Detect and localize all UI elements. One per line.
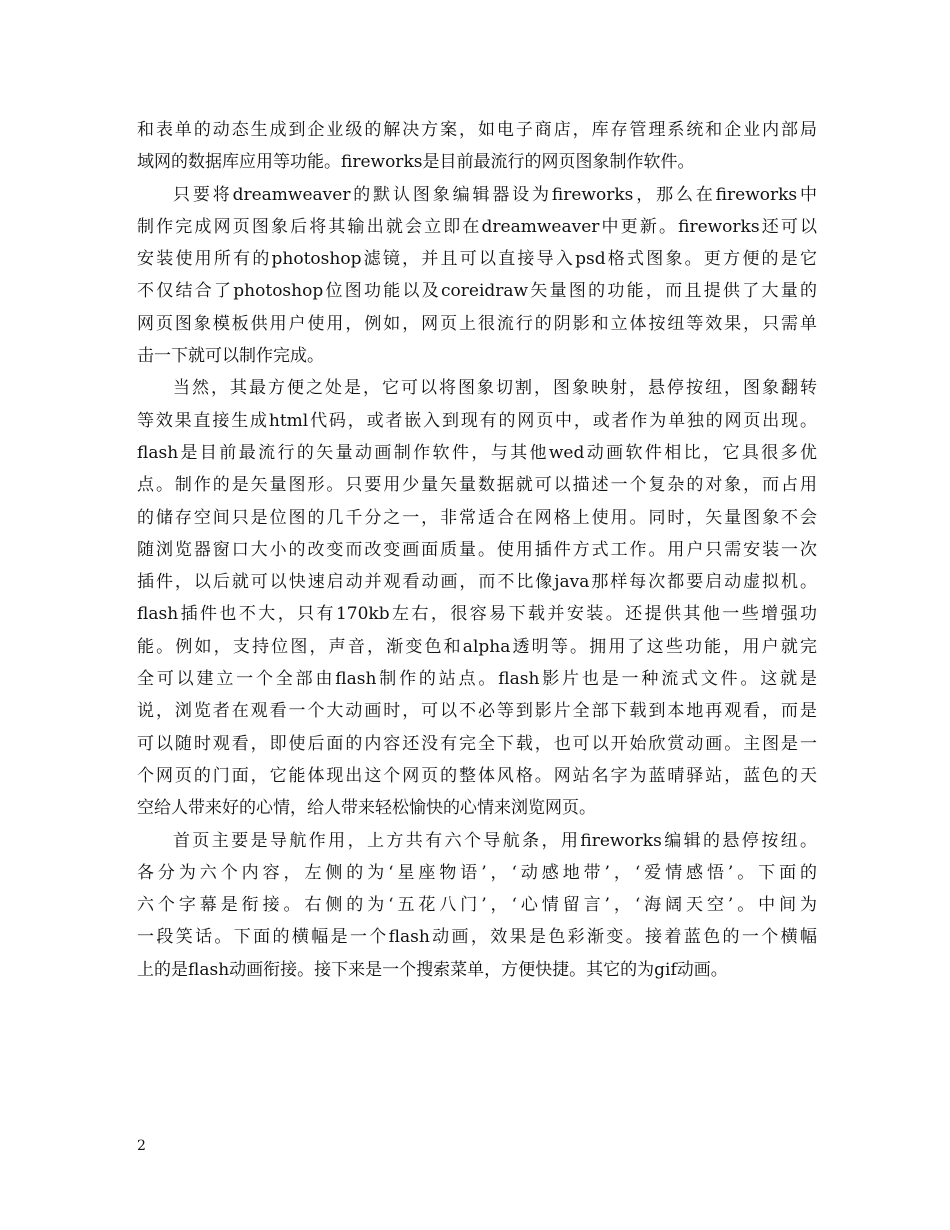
text-line: 点。制作的是矢量图形。只要用少量矢量数据就可以描述一个复杂的对象，而占用 (137, 475, 817, 496)
text-line: 上的是flash动画衔接。接下来是一个搜索菜单，方便快捷。其它的为gif动画。 (137, 959, 728, 980)
text-line: 和表单的动态生成到企业级的解决方案，如电子商店，库存管理系统和企业内部局 (137, 120, 817, 140)
text-line: 个网页的门面，它能体现出这个网页的整体风格。网站名字为蓝晴驿站，蓝色的天 (137, 765, 817, 786)
paragraph-start-line: 只要将dreamweaver的默认图象编辑器设为fireworks，那么在fireworks中 (173, 184, 817, 205)
text-line: 网页图象模板供用户使用，例如，网页上很流行的阴影和立体按纽等效果，只需单 (137, 313, 817, 334)
text-line: 域网的数据库应用等功能。fireworks是目前最流行的网页图象制作软件。 (137, 152, 695, 173)
text-line: 各分为六个内容，左侧的为‘星座物语’，‘动感地带’，‘爱情感悟’。下面的 (137, 862, 817, 883)
text-line: 说，浏览者在观看一个大动画时，可以不必等到影片全部下载到本地再观看，而是 (137, 701, 817, 722)
text-line: 等效果直接生成html代码，或者嵌入到现有的网页中，或者作为单独的网页出现。 (137, 410, 817, 431)
text-line: 插件，以后就可以快速启动并观看动画，而不比像java那样每次都要启动虚拟机。 (137, 572, 817, 593)
paragraph-start-line: 首页主要是导航作用，上方共有六个导航条，用fireworks编辑的悬停按纽。 (173, 830, 817, 851)
text-line: flash是目前最流行的矢量动画制作软件，与其他wed动画软件相比，它具很多优 (137, 442, 817, 463)
text-line: flash插件也不大，只有170kb左右，很容易下载并安装。还提供其他一些增强功 (137, 604, 817, 625)
text-line: 制作完成网页图象后将其输出就会立即在dreamweaver中更新。fireworks还可以 (137, 216, 817, 237)
text-line: 随浏览器窗口大小的改变而改变画面质量。使用插件方式工作。用户只需安装一次 (137, 539, 817, 560)
text-line: 可以随时观看，即使后面的内容还没有完全下载，也可以开始欣赏动画。主图是一 (137, 733, 817, 754)
text-line: 的储存空间只是位图的几千分之一，非常适合在网格上使用。同时，矢量图象不会 (137, 507, 817, 528)
text-line: 六个字幕是衔接。右侧的为‘五花八门’，‘心情留言’，‘海阔天空’。中间为 (137, 895, 817, 916)
text-line: 安装使用所有的photoshop滤镜，并且可以直接导入psd格式图象。更方便的是它 (137, 249, 817, 270)
text-line: 全可以建立一个全部由flash制作的站点。flash影片也是一种流式文件。这就是 (137, 669, 817, 690)
text-line: 不仅结合了photoshop位图功能以及coreidraw矢量图的功能，而且提供了大量的 (137, 281, 817, 302)
body-text (137, 114, 817, 986)
text-line: 空给人带来好的心情，给人带来轻松愉快的心情来浏览网页。 (137, 798, 596, 819)
paragraph-start-line: 当然，其最方便之处是，它可以将图象切割，图象映射，悬停按纽，图象翻转 (173, 378, 817, 399)
page-number: 2 (137, 1138, 146, 1154)
text-line: 击一下就可以制作完成。 (137, 346, 324, 367)
text-line: 一段笑话。下面的横幅是一个flash动画，效果是色彩渐变。接着蓝色的一个横幅 (137, 927, 817, 948)
text-line: 能。例如，支持位图，声音，渐变色和alpha透明等。拥用了这些功能，用户就完 (137, 636, 817, 657)
